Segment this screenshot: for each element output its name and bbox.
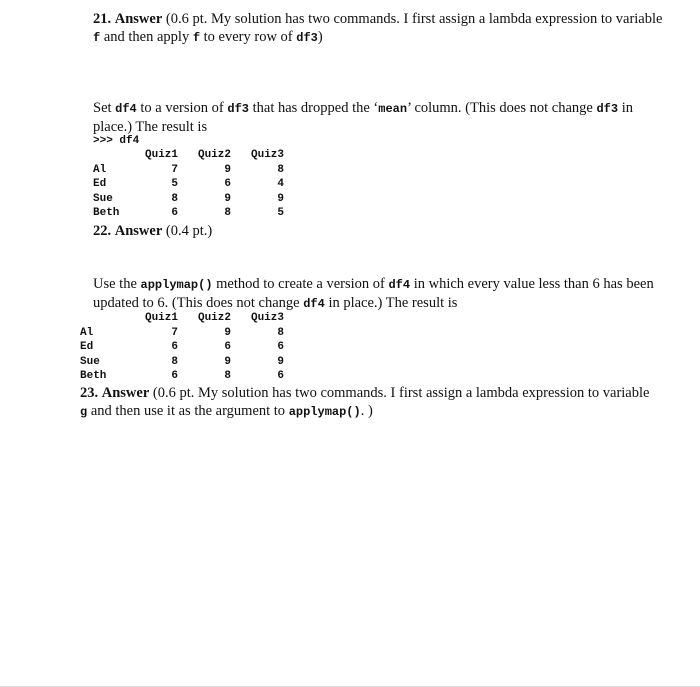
dataframe-df4 (93, 148, 284, 221)
question-22-answer (93, 222, 212, 240)
table-cell: 8 (171, 192, 179, 205)
dataframe-applymap-result (80, 311, 284, 384)
column-header: Quiz1 (145, 149, 179, 161)
q22-text-4: ’ column. (This does not change (407, 100, 597, 116)
question-23-answer (80, 384, 655, 421)
table-header-row (93, 148, 284, 163)
table-row (93, 206, 284, 221)
q22-text-1: Set (93, 100, 116, 116)
table-cell: 9 (224, 163, 232, 176)
table-row (93, 177, 284, 192)
table-row (93, 163, 284, 178)
q22-text-2: to a version of (136, 100, 228, 116)
q23-code-g: g (80, 405, 88, 419)
table-row (80, 340, 284, 355)
q21-answer-label: Answer (114, 11, 163, 27)
q22-points: (0.4 pt.) (162, 223, 213, 239)
column-header: Quiz2 (197, 312, 231, 324)
q23-text-3: in which every value less than 6 has been updated to 6. (This does not change (93, 276, 654, 311)
q22-answer-label: Answer (114, 223, 163, 239)
table-cell: 9 (224, 192, 232, 205)
row-label: Ed (80, 341, 94, 353)
table-cell: 6 (171, 207, 179, 219)
q21-text-b: and then apply (100, 29, 193, 45)
q23-text-1: Use the (93, 276, 141, 292)
column-header: Quiz3 (250, 312, 284, 324)
table-cell: 6 (277, 370, 284, 382)
row-label: Al (80, 326, 94, 339)
table-row (80, 326, 284, 341)
table-cell: 6 (171, 370, 178, 382)
table-cell: 9 (277, 192, 285, 205)
column-header: Quiz1 (144, 312, 178, 324)
index-header (80, 311, 136, 326)
q23-code-df4: df4 (388, 278, 411, 292)
q21-code-df3: df3 (296, 31, 318, 45)
q23-text-6: and then use it as the argument to (87, 403, 289, 419)
row-label: Sue (93, 192, 113, 205)
table-cell: 6 (277, 341, 284, 353)
table-cell: 8 (171, 355, 178, 368)
q21-number: 21. (93, 11, 112, 27)
question-21 (93, 10, 673, 47)
q22-code-df4: df4 (115, 102, 137, 116)
q22-text-5: in place.) The result is (93, 100, 633, 135)
index-header (93, 148, 145, 163)
q22-code-df3-b: df3 (596, 102, 619, 116)
table-cell: 8 (224, 207, 232, 219)
table-cell: 9 (224, 326, 231, 339)
q21-text-c: to every row of (200, 29, 297, 45)
q23-text-5: (0.6 pt. My solution has two commands. I first assign a lambda expression to variable (149, 385, 650, 401)
column-header: Quiz2 (198, 149, 232, 161)
table-row (93, 192, 284, 207)
row-label: Ed (93, 178, 107, 190)
table-cell: 9 (277, 355, 284, 368)
question-23-intro (93, 275, 668, 313)
table-cell: 8 (277, 163, 285, 176)
q21-code-f1: f (93, 31, 101, 45)
q23-answer-label: Answer (101, 385, 150, 401)
table-cell: 4 (277, 178, 285, 190)
q23-code-df4-b: df4 (303, 297, 325, 311)
table-cell: 5 (171, 178, 179, 190)
row-label: Beth (93, 207, 120, 219)
q21-text-d: ) (317, 29, 323, 45)
table-cell: 6 (171, 341, 178, 353)
q23-text-4: in place.) The result is (324, 295, 458, 311)
q23-code-applymap: applymap() (140, 278, 213, 292)
table-cell: 6 (224, 341, 231, 353)
column-header: Quiz3 (251, 149, 285, 161)
row-label: Sue (80, 355, 100, 368)
table-row (80, 369, 284, 384)
q23-code-applymap-b: applymap() (288, 405, 361, 419)
table-cell: 7 (171, 163, 179, 176)
q22-code-mean: mean (378, 102, 408, 116)
python-prompt: >>> df4 (93, 135, 140, 147)
row-label: Al (93, 163, 107, 176)
table-header-row (80, 311, 284, 326)
table-row (80, 355, 284, 370)
table-cell: 5 (277, 207, 285, 219)
q23-text-2: method to create a version of (212, 276, 389, 292)
q22-text-3: that has dropped the ‘ (248, 100, 379, 116)
table-cell: 7 (171, 326, 178, 339)
table-cell: 8 (224, 370, 231, 382)
q22-number: 22. (93, 223, 112, 239)
q23-number: 23. (80, 385, 99, 401)
row-label: Beth (80, 370, 107, 382)
question-22-intro (93, 99, 663, 136)
table-cell: 6 (224, 178, 232, 190)
q22-code-df3: df3 (227, 102, 249, 116)
q21-code-f2: f (192, 31, 201, 45)
q23-text-7: . ) (360, 403, 373, 419)
table-cell: 9 (224, 355, 231, 368)
table-cell: 8 (277, 326, 284, 339)
q21-text-a: (0.6 pt. My solution has two commands. I first assign a lambda expression to variable (162, 11, 663, 27)
